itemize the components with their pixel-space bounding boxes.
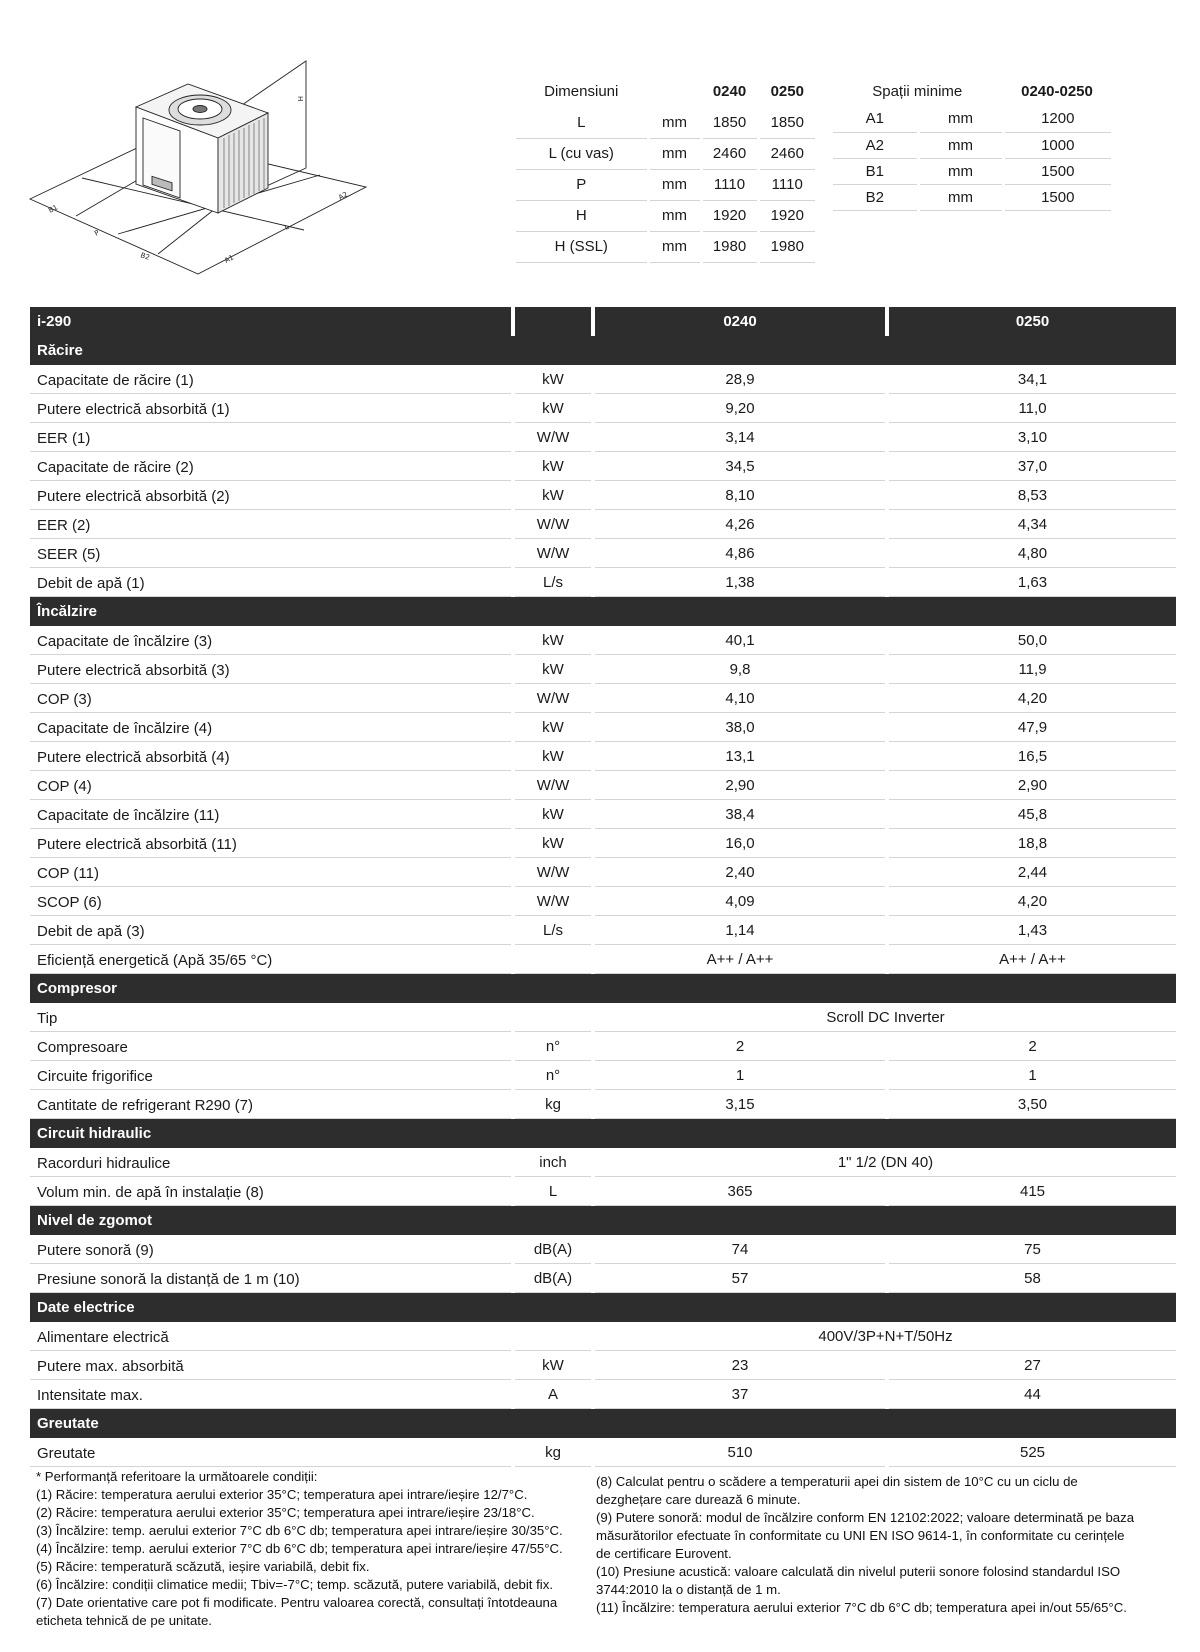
spec-row-name: Debit de apă (3) bbox=[30, 916, 511, 945]
spec-row-value-2: 3,10 bbox=[889, 423, 1176, 452]
spec-row-name: Alimentare electrică bbox=[30, 1322, 511, 1351]
dim-value-2: 1850 bbox=[758, 107, 815, 138]
section-header-hidraulic bbox=[30, 1119, 1176, 1148]
space-value: 1500 bbox=[1003, 158, 1111, 184]
spec-row-name: Racorduri hidraulice bbox=[30, 1148, 511, 1177]
spec-row-name: EER (2) bbox=[30, 510, 511, 539]
spec-row-name: Putere max. absorbită bbox=[30, 1351, 511, 1380]
drawing-label-b1: B1 bbox=[47, 203, 60, 215]
footnote: (2) Răcire: temperatura aerului exterior 35°C; temperatura apei intrare/ieșire 23/18°C. bbox=[36, 1505, 535, 1520]
footnotes-left bbox=[36, 1468, 596, 1630]
space-row bbox=[833, 184, 1111, 210]
dim-value-2: 1110 bbox=[758, 169, 815, 200]
spec-row-value-2: 8,53 bbox=[889, 481, 1176, 510]
spec-row bbox=[30, 1061, 1176, 1090]
dim-header-model-1: 0240 bbox=[701, 76, 758, 107]
spec-row-value-2: 47,9 bbox=[889, 713, 1176, 742]
spec-row bbox=[30, 684, 1176, 713]
space-label: A1 bbox=[833, 106, 918, 132]
spec-row bbox=[30, 1032, 1176, 1061]
spec-row bbox=[30, 1177, 1176, 1206]
drawing-label-p: P bbox=[93, 228, 101, 238]
space-header-range: 0240-0250 bbox=[1003, 76, 1111, 106]
spec-row-value-2: 75 bbox=[889, 1235, 1176, 1264]
spec-row-name: Putere electrică absorbită (2) bbox=[30, 481, 511, 510]
spec-row bbox=[30, 916, 1176, 945]
spec-header-model-1: 0240 bbox=[595, 307, 885, 336]
dim-value-1: 1850 bbox=[701, 107, 758, 138]
spec-row-name: Greutate bbox=[30, 1438, 511, 1467]
spec-row bbox=[30, 945, 1176, 974]
spec-row-unit: W/W bbox=[515, 684, 591, 713]
spec-row-value-1: 57 bbox=[595, 1264, 885, 1293]
spec-table bbox=[30, 307, 1176, 1467]
dim-value-1: 1110 bbox=[701, 169, 758, 200]
spec-row-value-2: 44 bbox=[889, 1380, 1176, 1409]
spec-row-name: Debit de apă (1) bbox=[30, 568, 511, 597]
spec-row-unit: kW bbox=[515, 481, 591, 510]
footnotes-right bbox=[596, 1473, 1136, 1617]
spec-row-unit: n° bbox=[515, 1032, 591, 1061]
spec-row bbox=[30, 1090, 1176, 1119]
section-title: Date electrice bbox=[37, 1299, 135, 1316]
spec-row-value-1: 1 bbox=[595, 1061, 885, 1090]
spec-row-tip bbox=[30, 1003, 1176, 1032]
spec-row-value-1: 9,20 bbox=[595, 394, 885, 423]
dim-row bbox=[516, 138, 815, 169]
dim-label: H bbox=[516, 200, 648, 231]
spec-row-unit: dB(A) bbox=[515, 1235, 591, 1264]
spec-row-value-1: A++ / A++ bbox=[595, 945, 885, 974]
spec-row-value-2: 37,0 bbox=[889, 452, 1176, 481]
spec-row-unit: kW bbox=[515, 1351, 591, 1380]
spec-row-name: COP (11) bbox=[30, 858, 511, 887]
spec-row-value-1: 74 bbox=[595, 1235, 885, 1264]
spec-row-name: Capacitate de răcire (2) bbox=[30, 452, 511, 481]
spec-row bbox=[30, 568, 1176, 597]
spec-row-value-2: 27 bbox=[889, 1351, 1176, 1380]
spec-row-value-1: 3,14 bbox=[595, 423, 885, 452]
spec-row-name: Putere electrică absorbită (1) bbox=[30, 394, 511, 423]
space-row bbox=[833, 158, 1111, 184]
spec-row-value-2: 50,0 bbox=[889, 626, 1176, 655]
spec-row bbox=[30, 742, 1176, 771]
spec-row-value-2: 18,8 bbox=[889, 829, 1176, 858]
space-label: B1 bbox=[833, 158, 918, 184]
spec-row-value-2: 2,90 bbox=[889, 771, 1176, 800]
spec-row-racorduri bbox=[30, 1148, 1176, 1177]
spec-row-name: SCOP (6) bbox=[30, 887, 511, 916]
section-title: Încălzire bbox=[37, 603, 98, 620]
dim-row bbox=[516, 200, 815, 231]
spec-row-value-2: 3,50 bbox=[889, 1090, 1176, 1119]
section-header-electrice bbox=[30, 1293, 1176, 1322]
spec-row-unit: L/s bbox=[515, 568, 591, 597]
spec-row-name: Presiune sonoră la distanță de 1 m (10) bbox=[30, 1264, 511, 1293]
dimensions-table bbox=[516, 76, 815, 263]
space-row bbox=[833, 132, 1111, 158]
spec-row-value-2: 415 bbox=[889, 1177, 1176, 1206]
spec-row-value-1: 2 bbox=[595, 1032, 885, 1061]
spec-row-value-1: 2,40 bbox=[595, 858, 885, 887]
section-title: Răcire bbox=[37, 342, 83, 359]
drawing-label-a1: A1 bbox=[223, 253, 236, 265]
spec-row-unit: L/s bbox=[515, 916, 591, 945]
spec-row bbox=[30, 771, 1176, 800]
spec-row-unit: A bbox=[515, 1380, 591, 1409]
space-unit: mm bbox=[918, 158, 1003, 184]
spec-row-name: COP (3) bbox=[30, 684, 511, 713]
footnote: (6) Încălzire: condiții climatice medii; Tbiv=-7°C; temp. scăzută, putere variabilă, debit fix. bbox=[36, 1577, 553, 1592]
spec-row-unit: kW bbox=[515, 365, 591, 394]
spec-row-value-1: 8,10 bbox=[595, 481, 885, 510]
space-label: A2 bbox=[833, 132, 918, 158]
spec-row-unit: kg bbox=[515, 1438, 591, 1467]
spec-row-value-2: 2 bbox=[889, 1032, 1176, 1061]
spec-row-value-2: 525 bbox=[889, 1438, 1176, 1467]
spec-header-unit bbox=[515, 307, 591, 336]
spec-row-name: Tip bbox=[30, 1003, 511, 1032]
space-value: 1500 bbox=[1003, 184, 1111, 210]
section-rows-incalzire bbox=[30, 626, 1176, 974]
drawing-label-l: L bbox=[283, 222, 291, 232]
spec-row-unit bbox=[515, 945, 591, 974]
dim-value-1: 1980 bbox=[701, 231, 758, 262]
spec-header-row bbox=[30, 307, 1176, 336]
spec-row-alimentare bbox=[30, 1322, 1176, 1351]
spec-row-unit: n° bbox=[515, 1061, 591, 1090]
section-header-greutate bbox=[30, 1409, 1176, 1438]
drawing-label-a2: A2 bbox=[337, 190, 350, 202]
spec-row-unit: W/W bbox=[515, 423, 591, 452]
spec-row-name: SEER (5) bbox=[30, 539, 511, 568]
spec-row-name: Putere electrică absorbită (11) bbox=[30, 829, 511, 858]
section-header-zgomot bbox=[30, 1206, 1176, 1235]
space-unit: mm bbox=[918, 132, 1003, 158]
spec-row-value-2: 1,43 bbox=[889, 916, 1176, 945]
spec-row-name: Capacitate de încălzire (11) bbox=[30, 800, 511, 829]
spec-row bbox=[30, 655, 1176, 684]
spec-row-value-1: 510 bbox=[595, 1438, 885, 1467]
minimum-spaces-table bbox=[833, 76, 1113, 211]
spec-row-value-1: 37 bbox=[595, 1380, 885, 1409]
spec-row-value-2: 34,1 bbox=[889, 365, 1176, 394]
spec-row-value-1: 4,10 bbox=[595, 684, 885, 713]
spec-row-unit: L bbox=[515, 1177, 591, 1206]
space-value: 1000 bbox=[1003, 132, 1111, 158]
footnote: (5) Răcire: temperatură scăzută, ieșire variabilă, debit fix. bbox=[36, 1559, 370, 1574]
section-title: Nivel de zgomot bbox=[37, 1212, 153, 1229]
section-title: Compresor bbox=[37, 980, 118, 997]
section-rows-greutate bbox=[30, 1438, 1176, 1467]
dim-label: P bbox=[516, 169, 648, 200]
footnote: (11) Încălzire: temperatura aerului exterior 7°C db 6°C db; temperatura apei in/out 55/65°C. bbox=[596, 1600, 1127, 1615]
footnote: (1) Răcire: temperatura aerului exterior 35°C; temperatura apei intrare/ieșire 12/7°C. bbox=[36, 1487, 528, 1502]
dim-label: H (SSL) bbox=[516, 231, 648, 262]
spec-row bbox=[30, 1380, 1176, 1409]
spec-row-value-1: 13,1 bbox=[595, 742, 885, 771]
spec-row-unit: W/W bbox=[515, 771, 591, 800]
space-row bbox=[833, 106, 1111, 132]
spec-row-value-2: A++ / A++ bbox=[889, 945, 1176, 974]
spec-row-value-2: 16,5 bbox=[889, 742, 1176, 771]
footnote: (3) Încălzire: temp. aerului exterior 7°C db 6°C db; temperatura apei intrare/ieșire 30/35°C. bbox=[36, 1523, 563, 1538]
space-header-label: Spații minime bbox=[833, 76, 1003, 106]
spec-row-unit: kW bbox=[515, 742, 591, 771]
spec-row-value-1: 34,5 bbox=[595, 452, 885, 481]
dim-value-2: 2460 bbox=[758, 138, 815, 169]
spec-row-name: Compresoare bbox=[30, 1032, 511, 1061]
spec-row-name: Capacitate de încălzire (4) bbox=[30, 713, 511, 742]
dim-row bbox=[516, 169, 815, 200]
spec-row-value-span: 1" 1/2 (DN 40) bbox=[595, 1148, 1176, 1177]
section-rows-compresor bbox=[30, 1032, 1176, 1119]
spec-row-value-2: 11,9 bbox=[889, 655, 1176, 684]
dim-value-2: 1920 bbox=[758, 200, 815, 231]
section-title: Greutate bbox=[37, 1415, 99, 1432]
spec-row-value-1: 1,14 bbox=[595, 916, 885, 945]
section-header-incalzire bbox=[30, 597, 1176, 626]
spec-row bbox=[30, 713, 1176, 742]
spec-row-value-span: 400V/3P+N+T/50Hz bbox=[595, 1322, 1176, 1351]
spec-row-unit: kW bbox=[515, 713, 591, 742]
spec-row-value-1: 23 bbox=[595, 1351, 885, 1380]
spec-row-unit bbox=[515, 1003, 591, 1032]
spec-row-value-1: 40,1 bbox=[595, 626, 885, 655]
spec-row-value-1: 3,15 bbox=[595, 1090, 885, 1119]
spec-row-unit: inch bbox=[515, 1148, 591, 1177]
spec-row-name: Eficiență energetică (Apă 35/65 °C) bbox=[30, 945, 511, 974]
spec-row-name: Putere electrică absorbită (4) bbox=[30, 742, 511, 771]
section-header-compresor bbox=[30, 974, 1176, 1003]
footnote: (4) Încălzire: temp. aerului exterior 7°C db 6°C db; temperatura apei intrare/ieșire 47/55°C. bbox=[36, 1541, 563, 1556]
space-unit: mm bbox=[918, 106, 1003, 132]
spec-row-value-1: 38,4 bbox=[595, 800, 885, 829]
spec-row bbox=[30, 365, 1176, 394]
section-rows-electrice bbox=[30, 1351, 1176, 1409]
dim-row bbox=[516, 231, 815, 262]
dim-unit: mm bbox=[648, 107, 701, 138]
spec-row-unit: kg bbox=[515, 1090, 591, 1119]
spec-row-value-1: 4,09 bbox=[595, 887, 885, 916]
dim-value-2: 1980 bbox=[758, 231, 815, 262]
spec-row-value-2: 1 bbox=[889, 1061, 1176, 1090]
dim-header-label: Dimensiuni bbox=[516, 76, 648, 107]
spec-row-name: Capacitate de răcire (1) bbox=[30, 365, 511, 394]
spec-row-value-2: 4,20 bbox=[889, 684, 1176, 713]
spec-row bbox=[30, 510, 1176, 539]
dim-label: L bbox=[516, 107, 648, 138]
spec-row-value-1: 9,8 bbox=[595, 655, 885, 684]
spec-row-name: Capacitate de încălzire (3) bbox=[30, 626, 511, 655]
footnote: (7) Date orientative care pot fi modificate. Pentru valoarea corectă, consultați întotdeauna eticheta tehnică de pe unitate. bbox=[36, 1595, 558, 1628]
spec-row bbox=[30, 423, 1176, 452]
spec-row-name: Putere electrică absorbită (3) bbox=[30, 655, 511, 684]
spec-row-value-2: 2,44 bbox=[889, 858, 1176, 887]
spec-row-value-1: 4,86 bbox=[595, 539, 885, 568]
spec-row-value-1: 2,90 bbox=[595, 771, 885, 800]
spec-row-value-1: 4,26 bbox=[595, 510, 885, 539]
spec-row-value-2: 4,20 bbox=[889, 887, 1176, 916]
spec-row-name: Circuite frigorifice bbox=[30, 1061, 511, 1090]
footnote: (8) Calculat pentru o scădere a temperaturii apei din sistem de 10°C cu un ciclu de dezghețare care durează 6 minute. bbox=[596, 1474, 1078, 1507]
spec-row-unit: kW bbox=[515, 655, 591, 684]
spec-row bbox=[30, 800, 1176, 829]
spec-row-unit: kW bbox=[515, 394, 591, 423]
spec-row-value-2: 4,80 bbox=[889, 539, 1176, 568]
spec-header-model-2: 0250 bbox=[889, 307, 1176, 336]
dim-label: L (cu vas) bbox=[516, 138, 648, 169]
spec-row-value-1: 16,0 bbox=[595, 829, 885, 858]
spec-row-unit: W/W bbox=[515, 858, 591, 887]
dim-value-1: 1920 bbox=[701, 200, 758, 231]
drawing-label-b2: B2 bbox=[139, 251, 151, 262]
spec-row bbox=[30, 1438, 1176, 1467]
spec-row-unit: kW bbox=[515, 626, 591, 655]
dim-value-1: 2460 bbox=[701, 138, 758, 169]
spec-row-value-1: 38,0 bbox=[595, 713, 885, 742]
spec-row-name: COP (4) bbox=[30, 771, 511, 800]
section-title: Circuit hidraulic bbox=[37, 1125, 152, 1142]
dim-header-model-2: 0250 bbox=[770, 83, 804, 100]
spec-row-unit: dB(A) bbox=[515, 1264, 591, 1293]
space-value: 1200 bbox=[1003, 106, 1111, 132]
spec-row bbox=[30, 394, 1176, 423]
spec-row-unit: W/W bbox=[515, 510, 591, 539]
spec-row-value-2: 58 bbox=[889, 1264, 1176, 1293]
spec-row-value-2: 11,0 bbox=[889, 394, 1176, 423]
space-label: B2 bbox=[833, 184, 918, 210]
unit-clearance-drawing bbox=[28, 58, 393, 286]
spec-row bbox=[30, 829, 1176, 858]
spec-row bbox=[30, 1351, 1176, 1380]
spec-row-value-1: 28,9 bbox=[595, 365, 885, 394]
spec-row bbox=[30, 1264, 1176, 1293]
spec-row-name: Putere sonoră (9) bbox=[30, 1235, 511, 1264]
spec-header-model: i-290 bbox=[30, 307, 511, 336]
spec-row-unit: kW bbox=[515, 800, 591, 829]
spec-row-value-1: 1,38 bbox=[595, 568, 885, 597]
space-unit: mm bbox=[918, 184, 1003, 210]
spec-row-name: Intensitate max. bbox=[30, 1380, 511, 1409]
spec-row bbox=[30, 1235, 1176, 1264]
spec-row-name: Cantitate de refrigerant R290 (7) bbox=[30, 1090, 511, 1119]
dim-row bbox=[516, 107, 815, 138]
footnote: * Performanță referitoare la următoarele condiții: bbox=[36, 1469, 318, 1484]
spec-row-value-1: 365 bbox=[595, 1177, 885, 1206]
dim-unit: mm bbox=[648, 169, 701, 200]
footnote: (10) Presiune acustică: valoare calculată din nivelul puterii sonore folosind standardul ISO 3744:2010 la o distanță de 1 m. bbox=[596, 1564, 1121, 1597]
section-rows-racire bbox=[30, 365, 1176, 597]
spec-row bbox=[30, 452, 1176, 481]
spec-row-value-2: 45,8 bbox=[889, 800, 1176, 829]
spec-row-unit: W/W bbox=[515, 887, 591, 916]
dim-unit: mm bbox=[648, 200, 701, 231]
spec-row-value-2: 1,63 bbox=[889, 568, 1176, 597]
section-rows-hidraulic bbox=[30, 1177, 1176, 1206]
drawing-label-h: H bbox=[296, 96, 304, 102]
spec-row-name: EER (1) bbox=[30, 423, 511, 452]
spec-row bbox=[30, 539, 1176, 568]
dim-unit: mm bbox=[648, 231, 701, 262]
spec-row-name: Volum min. de apă în instalație (8) bbox=[30, 1177, 511, 1206]
spec-row bbox=[30, 481, 1176, 510]
spec-row-unit bbox=[515, 1322, 591, 1351]
section-header-racire bbox=[30, 336, 1176, 365]
spec-row bbox=[30, 887, 1176, 916]
section-rows-zgomot bbox=[30, 1235, 1176, 1293]
dim-unit: mm bbox=[648, 138, 701, 169]
spec-row-unit: W/W bbox=[515, 539, 591, 568]
footnote: (9) Putere sonoră: modul de încălzire conform EN 12102:2022; valoare determinată pe baza măsurătorilor efectuate în conformitate cu UNI EN ISO 9614-1, în conformitate cu cerințele de certificare Eurovent. bbox=[596, 1510, 1135, 1561]
spec-row-value-2: 4,34 bbox=[889, 510, 1176, 539]
spec-row-value-span: Scroll DC Inverter bbox=[595, 1003, 1176, 1032]
spec-row bbox=[30, 858, 1176, 887]
spec-row bbox=[30, 626, 1176, 655]
spec-row-unit: kW bbox=[515, 452, 591, 481]
spec-row-unit: kW bbox=[515, 829, 591, 858]
